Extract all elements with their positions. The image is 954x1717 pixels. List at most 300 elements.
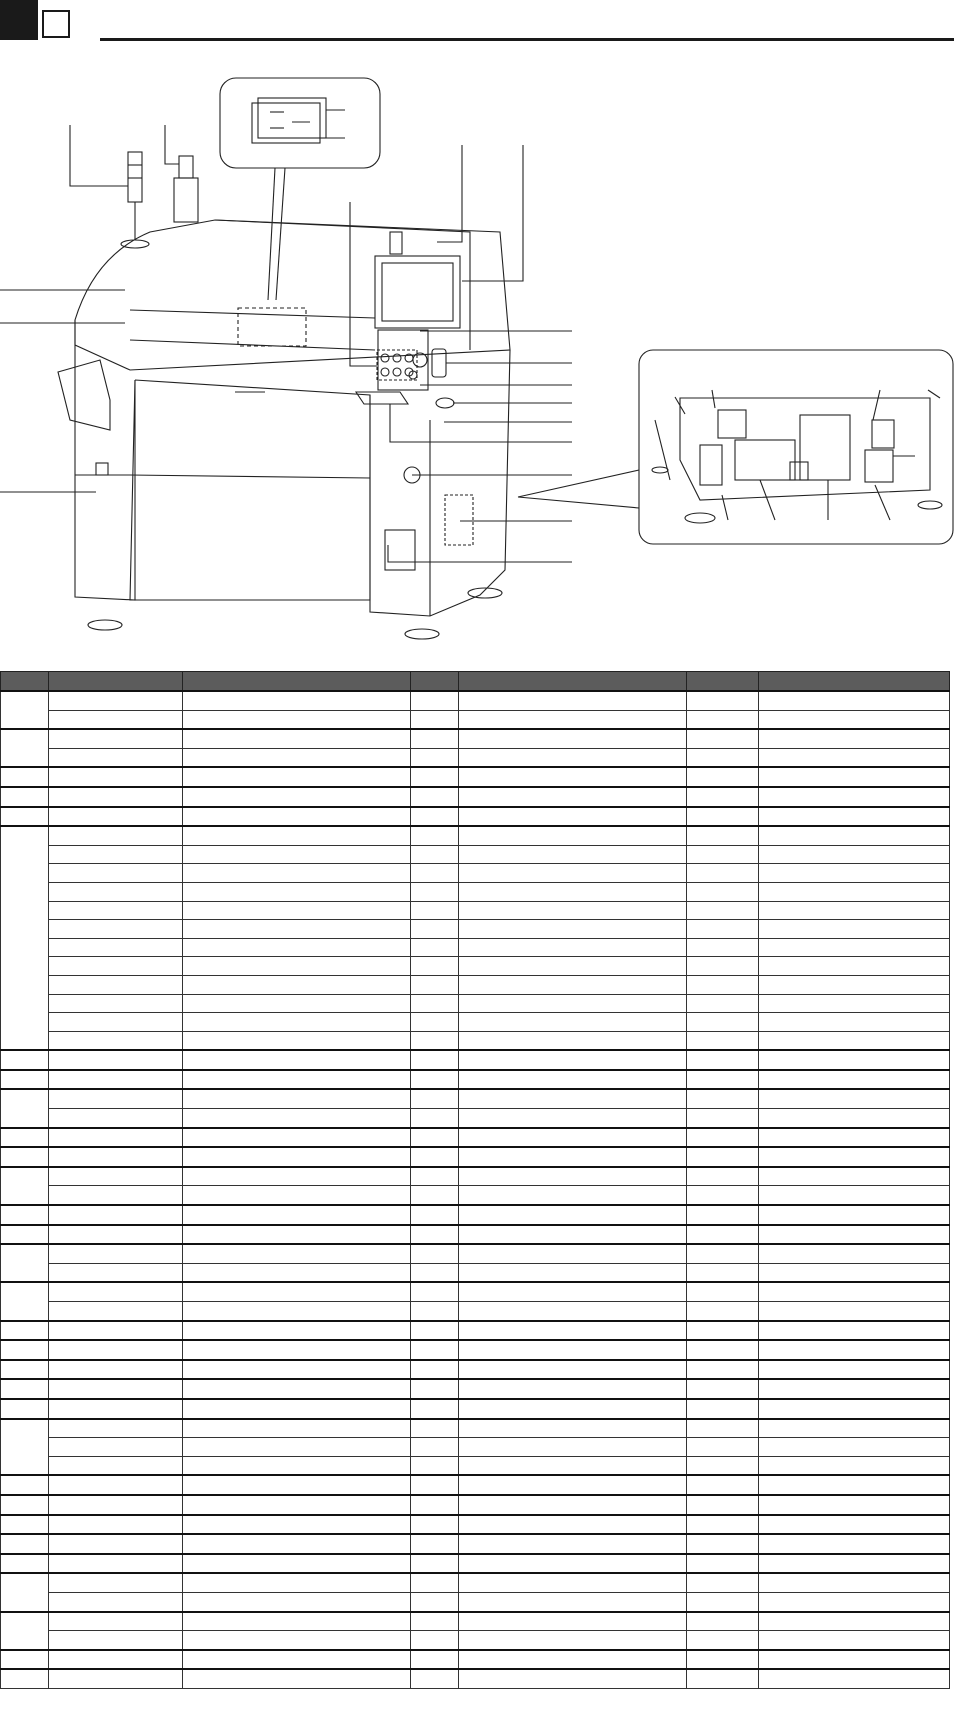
- table-cell: [411, 1515, 459, 1535]
- table-cell: [759, 710, 950, 729]
- table-cell: [49, 1650, 183, 1670]
- table-row: [1, 1013, 950, 1032]
- table-row: [1, 1456, 950, 1475]
- table-cell: [411, 1419, 459, 1438]
- table-cell: [49, 1456, 183, 1475]
- table-cell: [49, 1031, 183, 1050]
- table-cell: [411, 920, 459, 939]
- table-cell: [1, 1128, 49, 1148]
- table-cell: [1, 1205, 49, 1225]
- table-cell: [49, 1089, 183, 1108]
- table-cell: [183, 1573, 411, 1592]
- table-cell: [411, 1147, 459, 1167]
- table-cell: [459, 1612, 687, 1631]
- table-cell: [687, 994, 759, 1013]
- table-cell: [687, 1379, 759, 1399]
- table-cell: [49, 1475, 183, 1495]
- table-cell: [459, 1109, 687, 1128]
- table-cell: [459, 1438, 687, 1457]
- table-cell: [183, 920, 411, 939]
- table-cell: [411, 1321, 459, 1341]
- table-row: [1, 1089, 950, 1108]
- table-cell: [759, 1321, 950, 1341]
- table-cell: [49, 1573, 183, 1592]
- table-row: [1, 1225, 950, 1245]
- table-cell: [759, 864, 950, 883]
- table-cell: [459, 994, 687, 1013]
- table-cell: [687, 787, 759, 807]
- table-row: [1, 1592, 950, 1611]
- table-cell: [49, 1282, 183, 1301]
- table-cell: [459, 901, 687, 920]
- table-row: [1, 1669, 950, 1688]
- table-cell: [1, 1650, 49, 1670]
- table-cell: [459, 1650, 687, 1670]
- table-cell: [459, 1592, 687, 1611]
- table-cell: [459, 1050, 687, 1070]
- table-cell: [687, 1438, 759, 1457]
- table-cell: [411, 691, 459, 710]
- table-cell: [49, 826, 183, 845]
- table-cell: [687, 1244, 759, 1263]
- table-row: [1, 1612, 950, 1631]
- table-cell: [411, 994, 459, 1013]
- table-cell: [1, 1669, 49, 1688]
- table-row: [1, 1302, 950, 1321]
- table-cell: [459, 1244, 687, 1263]
- table-cell: [411, 1013, 459, 1032]
- table-cell: [183, 1321, 411, 1341]
- table-cell: [759, 1109, 950, 1128]
- table-cell: [459, 1302, 687, 1321]
- table-cell: [49, 1167, 183, 1186]
- table-cell: [183, 1456, 411, 1475]
- table-cell: [183, 729, 411, 748]
- section-marker: [0, 0, 38, 40]
- table-row: [1, 1128, 950, 1148]
- table-cell: [759, 882, 950, 901]
- table-cell: [183, 1070, 411, 1090]
- table-cell: [459, 864, 687, 883]
- table-cell: [411, 1554, 459, 1574]
- table-cell: [459, 1419, 687, 1438]
- table-cell: [49, 1612, 183, 1631]
- table-row: [1, 1475, 950, 1495]
- table-row: [1, 901, 950, 920]
- table-cell: [49, 882, 183, 901]
- table-cell: [49, 1013, 183, 1032]
- table-cell: [183, 1631, 411, 1650]
- table-cell: [459, 920, 687, 939]
- table-cell: [687, 1282, 759, 1301]
- table-cell: [759, 957, 950, 976]
- table-cell: [1, 1321, 49, 1341]
- table-cell: [687, 1631, 759, 1650]
- table-cell: [759, 1205, 950, 1225]
- table-cell: [183, 1205, 411, 1225]
- table-cell: [459, 1475, 687, 1495]
- table-row: [1, 1573, 950, 1592]
- table-cell: [687, 901, 759, 920]
- table-cell: [49, 1515, 183, 1535]
- table-cell: [49, 1263, 183, 1282]
- table-cell: [687, 1399, 759, 1419]
- table-cell: [411, 975, 459, 994]
- table-cell: [459, 787, 687, 807]
- table-cell: [183, 1399, 411, 1419]
- control-panel: [356, 232, 510, 616]
- table-cell: [183, 1147, 411, 1167]
- table-cell: [1, 1167, 49, 1205]
- table-cell: [459, 1495, 687, 1515]
- table-cell: [183, 864, 411, 883]
- table-cell: [183, 1244, 411, 1263]
- table-cell: [49, 1340, 183, 1360]
- table-row: [1, 1031, 950, 1050]
- table-cell: [687, 1456, 759, 1475]
- table-cell: [183, 1612, 411, 1631]
- table-cell: [1, 1475, 49, 1495]
- table-cell: [411, 1070, 459, 1090]
- table-row: [1, 691, 950, 710]
- table-cell: [759, 1263, 950, 1282]
- table-cell: [49, 1495, 183, 1515]
- table-cell: [411, 938, 459, 957]
- table-cell: [759, 1089, 950, 1108]
- table-row: [1, 920, 950, 939]
- table-cell: [687, 1340, 759, 1360]
- table-cell: [1, 1612, 49, 1650]
- table-cell: [1, 1147, 49, 1167]
- table-cell: [459, 1147, 687, 1167]
- table-cell: [687, 807, 759, 827]
- table-cell: [687, 1650, 759, 1670]
- table-cell: [1, 767, 49, 787]
- table-cell: [183, 1534, 411, 1554]
- table-cell: [759, 1360, 950, 1380]
- table-cell: [183, 1360, 411, 1380]
- table-cell: [183, 748, 411, 767]
- table-cell: [411, 1456, 459, 1475]
- table-cell: [459, 882, 687, 901]
- table-cell: [411, 1495, 459, 1515]
- table-cell: [759, 767, 950, 787]
- table-cell: [411, 1399, 459, 1419]
- machine-illustration: [0, 60, 954, 640]
- table-cell: [687, 748, 759, 767]
- table-cell: [183, 1186, 411, 1205]
- table-cell: [459, 1031, 687, 1050]
- table-cell: [411, 1650, 459, 1670]
- table-row: [1, 1650, 950, 1670]
- table-row: [1, 807, 950, 827]
- table-cell: [759, 787, 950, 807]
- table-row: [1, 975, 950, 994]
- table-cell: [687, 1186, 759, 1205]
- table-cell: [411, 826, 459, 845]
- column-header: [183, 672, 411, 692]
- table-cell: [183, 845, 411, 864]
- table-cell: [1, 1554, 49, 1574]
- table-cell: [759, 1031, 950, 1050]
- table-cell: [459, 1554, 687, 1574]
- table-row: [1, 1554, 950, 1574]
- table-cell: [411, 1109, 459, 1128]
- table-row: [1, 787, 950, 807]
- table-cell: [759, 994, 950, 1013]
- table-cell: [411, 1669, 459, 1688]
- table-cell: [1, 1360, 49, 1380]
- table-cell: [183, 1669, 411, 1688]
- table-cell: [1, 1089, 49, 1127]
- table-cell: [183, 710, 411, 729]
- table-cell: [759, 1650, 950, 1670]
- table-cell: [759, 1438, 950, 1457]
- table-cell: [459, 826, 687, 845]
- table-cell: [183, 826, 411, 845]
- table-row: [1, 1534, 950, 1554]
- table-cell: [183, 807, 411, 827]
- table-cell: [687, 1147, 759, 1167]
- table-cell: [759, 1419, 950, 1438]
- table-cell: [459, 1282, 687, 1301]
- table-cell: [459, 1631, 687, 1650]
- table-cell: [1, 1050, 49, 1070]
- table-cell: [1, 691, 49, 729]
- inset-detail: [518, 350, 953, 544]
- table-cell: [459, 1379, 687, 1399]
- table-cell: [411, 1282, 459, 1301]
- table-cell: [759, 1244, 950, 1263]
- table-row: [1, 1495, 950, 1515]
- table-cell: [1, 1399, 49, 1419]
- table-cell: [183, 767, 411, 787]
- table-cell: [49, 864, 183, 883]
- table-cell: [687, 1013, 759, 1032]
- table-cell: [687, 767, 759, 787]
- table-cell: [411, 901, 459, 920]
- table-cell: [183, 1263, 411, 1282]
- table-row: [1, 882, 950, 901]
- table-cell: [459, 767, 687, 787]
- table-cell: [459, 1013, 687, 1032]
- table-cell: [759, 1515, 950, 1535]
- table-cell: [411, 1186, 459, 1205]
- table-row: [1, 1399, 950, 1419]
- table-cell: [411, 1128, 459, 1148]
- table-cell: [183, 1128, 411, 1148]
- table-cell: [1, 1534, 49, 1554]
- table-cell: [687, 691, 759, 710]
- table-cell: [49, 710, 183, 729]
- table-row: [1, 957, 950, 976]
- table-cell: [183, 787, 411, 807]
- table-cell: [687, 1360, 759, 1380]
- table-cell: [459, 729, 687, 748]
- table-cell: [459, 938, 687, 957]
- table-cell: [759, 1631, 950, 1650]
- table-cell: [759, 1573, 950, 1592]
- table-cell: [49, 1438, 183, 1457]
- table-cell: [183, 1031, 411, 1050]
- header-rule: [100, 38, 954, 41]
- table-cell: [687, 1573, 759, 1592]
- table-cell: [183, 1554, 411, 1574]
- table-cell: [49, 1050, 183, 1070]
- table-cell: [459, 1186, 687, 1205]
- table-cell: [459, 1573, 687, 1592]
- table-cell: [49, 691, 183, 710]
- table-cell: [411, 1534, 459, 1554]
- table-cell: [759, 1669, 950, 1688]
- table-cell: [687, 1612, 759, 1631]
- table-cell: [411, 767, 459, 787]
- table-cell: [759, 826, 950, 845]
- table-cell: [49, 1534, 183, 1554]
- table-cell: [759, 1340, 950, 1360]
- table-cell: [687, 1109, 759, 1128]
- table-cell: [411, 1612, 459, 1631]
- table-cell: [49, 729, 183, 748]
- table-cell: [459, 1263, 687, 1282]
- table-cell: [459, 1669, 687, 1688]
- table-cell: [49, 1669, 183, 1688]
- table-cell: [411, 1592, 459, 1611]
- table-header-row: [1, 672, 950, 692]
- specification-table: [0, 671, 950, 1689]
- table-cell: [759, 1379, 950, 1399]
- table-cell: [411, 1302, 459, 1321]
- table-cell: [687, 845, 759, 864]
- table-cell: [687, 1475, 759, 1495]
- table-cell: [49, 938, 183, 957]
- machine-body: [58, 220, 510, 600]
- table-cell: [49, 994, 183, 1013]
- table-row: [1, 1282, 950, 1301]
- column-header: [687, 672, 759, 692]
- table-cell: [759, 1282, 950, 1301]
- table-cell: [459, 1456, 687, 1475]
- table-cell: [687, 1534, 759, 1554]
- table-cell: [49, 1147, 183, 1167]
- table-cell: [411, 1031, 459, 1050]
- table-cell: [1, 1244, 49, 1282]
- table-cell: [411, 807, 459, 827]
- table-cell: [459, 1225, 687, 1245]
- table-cell: [459, 748, 687, 767]
- table-cell: [759, 1128, 950, 1148]
- table-cell: [411, 1340, 459, 1360]
- table-cell: [49, 1302, 183, 1321]
- table-row: [1, 1109, 950, 1128]
- table-cell: [183, 1495, 411, 1515]
- table-cell: [759, 1612, 950, 1631]
- table-cell: [759, 938, 950, 957]
- table-cell: [687, 1205, 759, 1225]
- table-cell: [459, 975, 687, 994]
- table-cell: [759, 1475, 950, 1495]
- table-cell: [759, 1534, 950, 1554]
- table-row: [1, 938, 950, 957]
- table-cell: [687, 1592, 759, 1611]
- table-cell: [411, 1379, 459, 1399]
- table-row: [1, 1321, 950, 1341]
- table-cell: [49, 1360, 183, 1380]
- table-row: [1, 1515, 950, 1535]
- table-cell: [687, 957, 759, 976]
- table-cell: [49, 807, 183, 827]
- column-header: [459, 672, 687, 692]
- table-cell: [183, 1515, 411, 1535]
- table-cell: [411, 1050, 459, 1070]
- table-cell: [411, 1573, 459, 1592]
- table-row: [1, 767, 950, 787]
- table-cell: [411, 1089, 459, 1108]
- table-cell: [49, 957, 183, 976]
- table-cell: [183, 1302, 411, 1321]
- table-cell: [459, 1360, 687, 1380]
- table-cell: [49, 748, 183, 767]
- table-cell: [49, 1379, 183, 1399]
- table-cell: [759, 1225, 950, 1245]
- table-cell: [411, 957, 459, 976]
- table-cell: [1, 787, 49, 807]
- table-cell: [687, 1321, 759, 1341]
- table-cell: [687, 1419, 759, 1438]
- table-cell: [459, 1089, 687, 1108]
- table-cell: [459, 1167, 687, 1186]
- table-cell: [687, 1050, 759, 1070]
- section-number-box: [42, 10, 70, 38]
- table-cell: [49, 845, 183, 864]
- table-cell: [411, 1225, 459, 1245]
- table-cell: [411, 1438, 459, 1457]
- table-cell: [411, 1631, 459, 1650]
- table-cell: [759, 1456, 950, 1475]
- table-cell: [687, 1495, 759, 1515]
- table-cell: [687, 1225, 759, 1245]
- table-cell: [183, 901, 411, 920]
- table-cell: [1, 1573, 49, 1611]
- table-cell: [49, 1225, 183, 1245]
- table-cell: [49, 920, 183, 939]
- table-row: [1, 864, 950, 883]
- table-cell: [183, 1379, 411, 1399]
- table-row: [1, 1070, 950, 1090]
- table-cell: [183, 691, 411, 710]
- table-cell: [1, 1282, 49, 1320]
- table-row: [1, 1167, 950, 1186]
- table-row: [1, 1205, 950, 1225]
- table-row: [1, 1360, 950, 1380]
- table-cell: [687, 826, 759, 845]
- table-row: [1, 1147, 950, 1167]
- column-header: [49, 672, 183, 692]
- table-cell: [759, 1050, 950, 1070]
- table-cell: [49, 1186, 183, 1205]
- table-cell: [183, 994, 411, 1013]
- table-cell: [183, 1650, 411, 1670]
- table-cell: [411, 1205, 459, 1225]
- table-cell: [459, 1534, 687, 1554]
- table-cell: [687, 1128, 759, 1148]
- table-cell: [687, 1089, 759, 1108]
- table-row: [1, 710, 950, 729]
- table-cell: [49, 1592, 183, 1611]
- table-cell: [411, 1360, 459, 1380]
- table-cell: [459, 957, 687, 976]
- table-cell: [759, 1302, 950, 1321]
